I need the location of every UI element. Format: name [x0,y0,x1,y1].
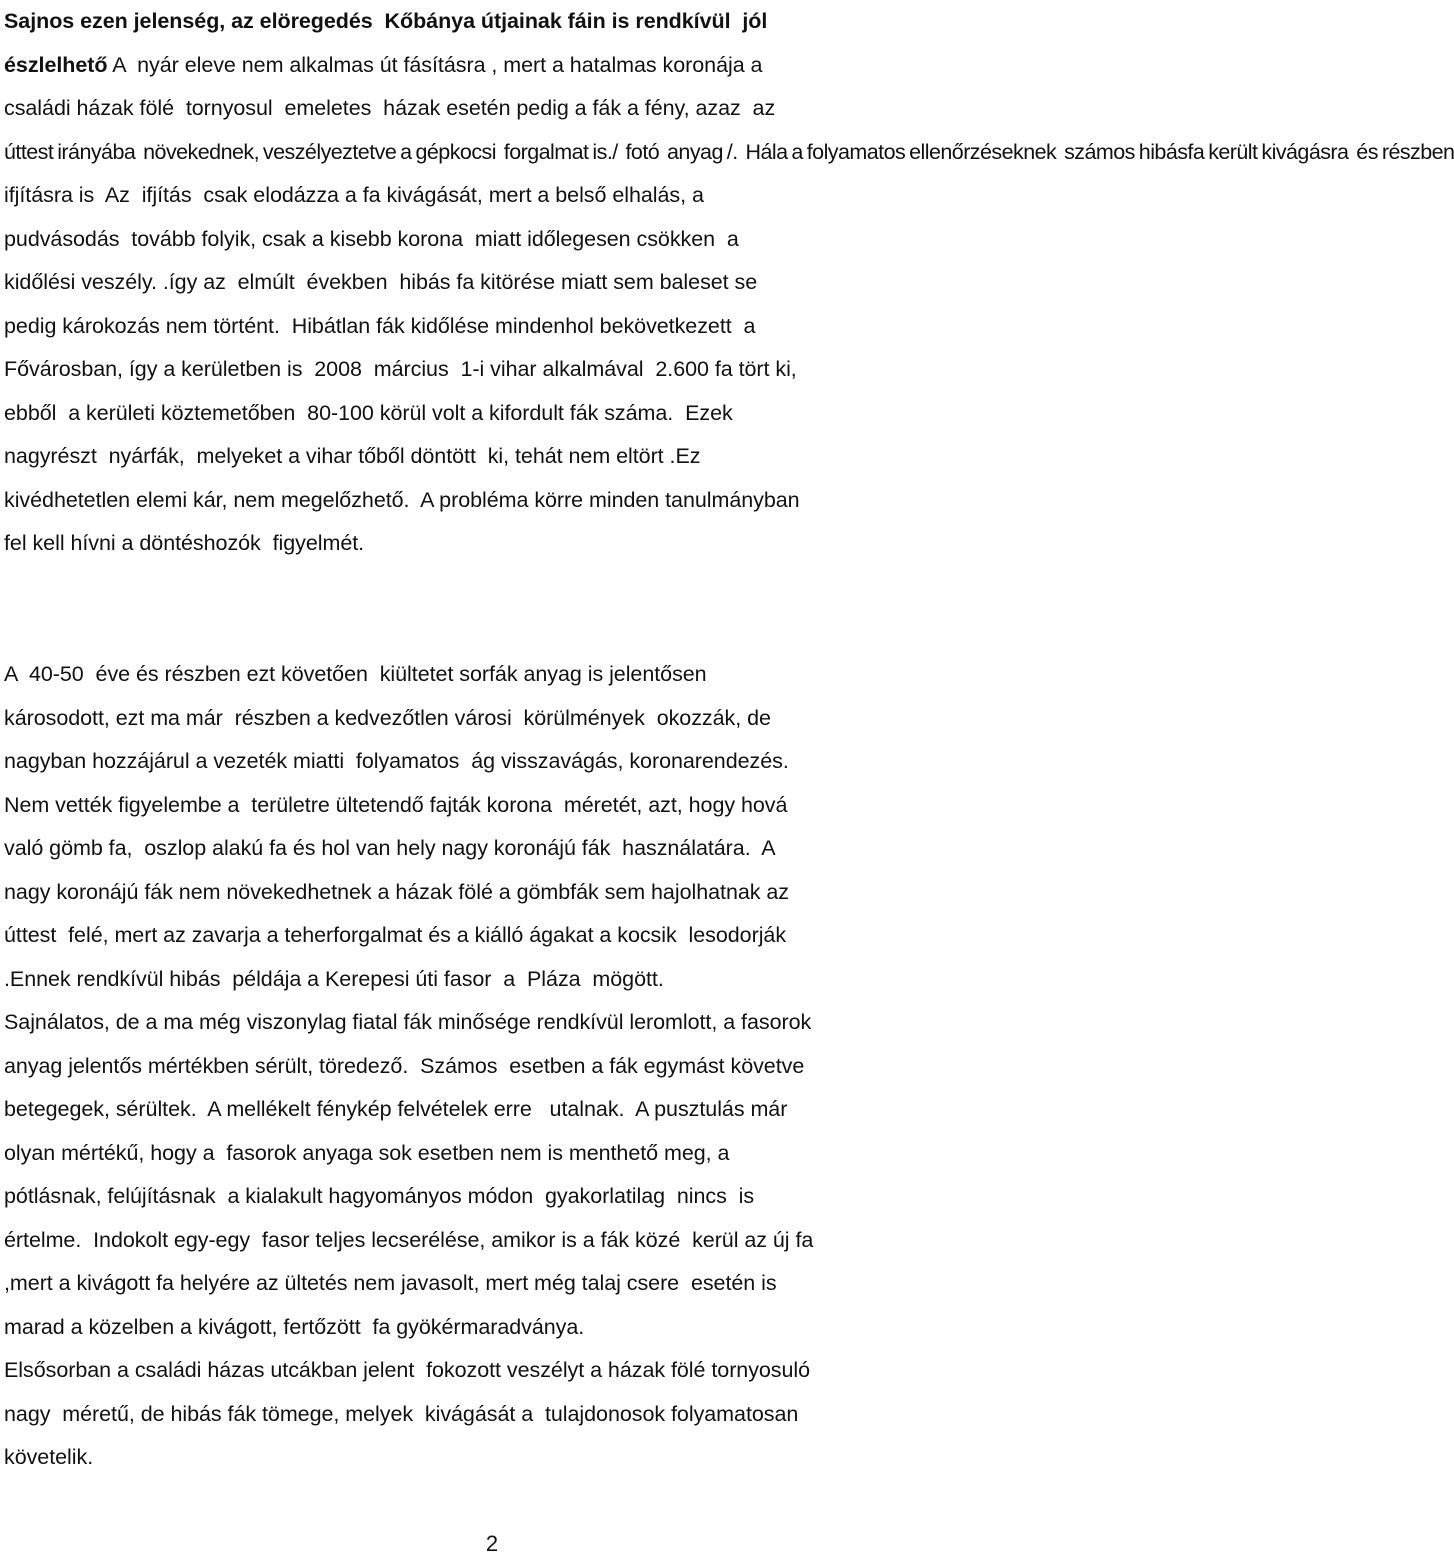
text-line: Sajnos ezen jelenség, az elöregedés Kőbánya útjainak fáin is rendkívül jól [4,9,768,33]
text-line: Sajnálatos, de a ma még viszonylag fiatal fák minősége rendkívül leromlott, a fasorok [4,1010,812,1034]
text-line: észlelhető A nyár eleve nem alkalmas út fásításra , mert a hatalmas koronája a [4,52,763,77]
text-line: pedig károkozás nem történt. Hibátlan fák kidőlése mindenhol bekövetkezett a [4,313,756,338]
text-line: ebből a kerületi köztemetőben 80-100 körül volt a kifordult fák száma. Ezek [4,400,733,425]
text-line: fel kell hívni a döntéshozók figyelmét. [4,531,365,555]
text-line: olyan mértékű, hogy a fasorok anyaga sok esetben nem is menthető meg, a [4,1140,730,1165]
text-line: értelme. Indokolt egy-egy fasor teljes lecserélése, amikor is a fák közé kerül az új fa [4,1227,814,1252]
text-line: pudvásodás tovább folyik, csak a kisebb korona miatt időlegesen csökken a [4,226,739,251]
text-line: Fővárosban, így a kerületben is 2008 március 1-i vihar alkalmával 2.600 fa tört ki, [4,357,797,381]
page-number: 2 [485,1531,499,1556]
text-line: kivédhetetlen elemi kár, nem megelőzhető. A probléma körre minden tanulmányban [4,487,800,512]
text-line: Elsősorban a családi házas utcákban jelent fokozott veszélyt a házak fölé tornyosuló [4,1358,811,1382]
text-line: kidőlési veszély. .így az elmúlt években hibás fa kitörése miatt sem baleset se [4,270,758,294]
paragraph-2 [4,653,813,1480]
text-line: nagyban hozzájárul a vezeték miatti folyamatos ág visszavágás, koronarendezés. [4,749,789,773]
text-line: ,mert a kivágott fa helyére az ültetés nem javasolt, mert még talaj csere esetén is [4,1271,777,1295]
text-line: ifjításra is Az ifjítás csak elodázza a fa kivágását, mert a belső elhalás, a [4,183,704,207]
text-line: .Ennek rendkívül hibás példája a Kerepesi úti fasor a Pláza mögött. [4,966,664,991]
text-line: úttest irányába növekednek, veszélyeztetve a gépkocsi forgalmat is./ fotó anyag /. Hála a folyamatos ellenőrzéseknek számos hibásfa került kivágásra és részben [4,139,1454,164]
text-line: pótlásnak, felújításnak a kialakult hagyományos módon gyakorlatilag nincs is [4,1184,755,1208]
text-line: való gömb fa, oszlop alakú fa és hol van hely nagy koronájú fák használatára. A [4,836,776,860]
text-line: betegegek, sérültek. A mellékelt fénykép felvételek erre utalnak. A pusztulás már [4,1097,788,1121]
text-line: károsodott, ezt ma már részben a kedvezőtlen városi körülmények okozzák, de [4,705,771,730]
text-line: családi házak fölé tornyosul emeletes házak esetén pedig a fák a fény, azaz az [4,96,776,120]
text-line: A 40-50 éve és részben ezt követően kiültetet sorfák anyag is jelentősen [4,662,707,686]
text-line: követelik. [4,1445,94,1469]
text-line: marad a közelben a kivágott, fertőzött fa gyökérmaradványa. [4,1314,585,1339]
paragraph-1 [4,0,1454,566]
text-line: anyag jelentős mértékben sérült, töredező. Számos esetben a fák egymást követve [4,1053,805,1078]
text-line: úttest felé, mert az zavarja a teherforgalmat és a kiálló ágakat a kocsik lesodorják [4,923,787,947]
text-line: nagy méretű, de hibás fák tömege, melyek kivágását a tulajdonosok folyamatosan [4,1401,799,1426]
text-line: nagyrészt nyárfák, melyeket a vihar tőből döntött ki, tehát nem eltört .Ez [4,444,701,468]
text-line: nagy koronájú fák nem növekedhetnek a házak fölé a gömbfák sem hajolhatnak az [4,879,789,904]
text-line: Nem vették figyelembe a területre ültetendő fajták korona méretét, azt, hogy hová [4,792,788,817]
